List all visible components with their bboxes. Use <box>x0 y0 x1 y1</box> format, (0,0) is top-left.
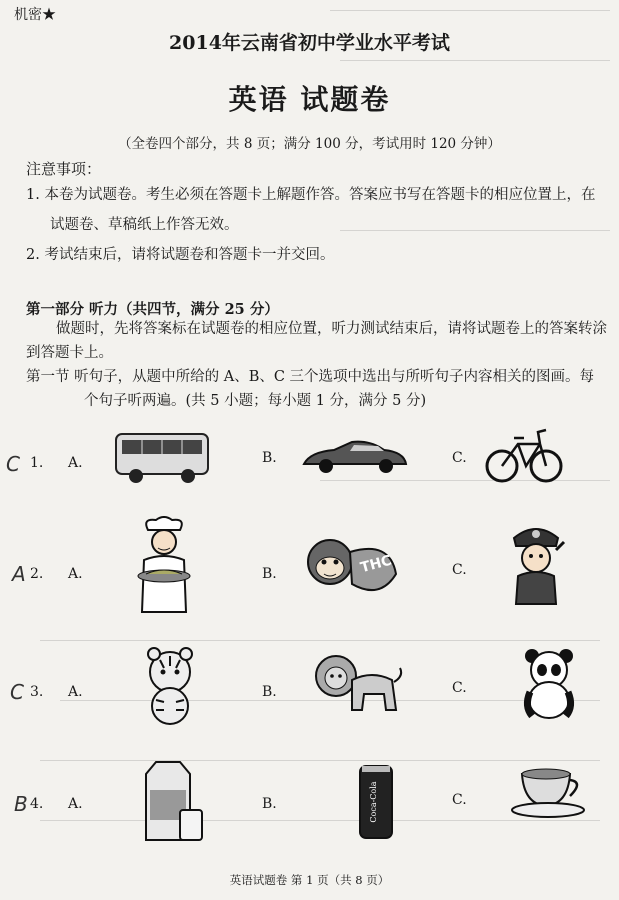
option-a-label: A. <box>68 455 83 471</box>
monkey-icon <box>300 534 400 602</box>
milk-carton-icon <box>136 760 208 844</box>
handwritten-answer: C <box>10 680 24 704</box>
section1-instruction-cont: 个句子听两遍。(共 5 小题；每小题 1 分，满分 5 分) <box>84 393 427 409</box>
part1-intro-cont: 到答题卡上。 <box>26 345 113 361</box>
option-c-label: C. <box>452 450 467 466</box>
note-item-2: 2. 考试结束后，请将试题卷和答题卡一并交回。 <box>26 247 335 263</box>
section1-instruction: 第一节 听句子，从题中所给的 A、B、C 三个选项中选出与所听句子内容相关的图画。每 <box>26 369 595 385</box>
paper-subtitle: （全卷四个部分，共 8 页；满分 100 分，考试用时 120 分钟） <box>118 136 501 152</box>
bus-icon <box>112 428 212 488</box>
handwritten-answer: B <box>14 792 28 816</box>
option-b-label: B. <box>262 684 277 700</box>
option-a-label: A. <box>68 566 83 582</box>
option-a-label: A. <box>68 684 83 700</box>
monkey-letters: THC <box>358 552 394 577</box>
paper-title: 英语 试题卷 <box>228 83 391 116</box>
cook-icon <box>132 516 196 616</box>
notes-heading: 注意事项： <box>26 160 102 178</box>
option-c-label: C. <box>452 680 467 696</box>
lion-icon <box>312 646 404 718</box>
cola-can-icon <box>356 762 396 842</box>
option-b-label: B. <box>262 796 277 812</box>
page-footer: 英语试题卷 第 1 页（共 8 页） <box>229 873 390 887</box>
option-b-label: B. <box>262 566 277 582</box>
question-number: 4. <box>30 796 44 812</box>
question-number: 2. <box>30 566 44 582</box>
teacup-icon <box>508 764 594 820</box>
car-icon <box>300 436 410 476</box>
confidential-mark: 机密★ <box>14 7 56 23</box>
panda-icon <box>518 646 580 720</box>
question-number: 3. <box>30 684 44 700</box>
exam-title: 2014年云南省初中学业水平考试 <box>169 32 450 54</box>
handwritten-answer: A <box>12 562 26 586</box>
part1-intro: 做题时，先将答案标在试题卷的相应位置，听力测试结束后，请将试题卷上的答案转涂 <box>56 321 607 337</box>
police-officer-icon <box>504 520 568 606</box>
handwritten-answer: C <box>6 452 20 476</box>
cola-label: Coca-Cola <box>369 781 378 823</box>
question-number: 1. <box>30 455 44 471</box>
note-item-1: 1. 本卷为试题卷。考生必须在答题卡上解题作答。答案应书写在答题卡的相应位置上，在 <box>26 187 596 203</box>
bicycle-icon <box>484 424 564 484</box>
option-b-label: B. <box>262 450 277 466</box>
tiger-icon <box>140 646 200 728</box>
option-c-label: C. <box>452 792 467 808</box>
option-c-label: C. <box>452 562 467 578</box>
option-a-label: A. <box>68 796 83 812</box>
note-item-1-cont: 试题卷、草稿纸上作答无效。 <box>50 217 239 233</box>
part1-heading: 第一部分 听力（共四节，满分 25 分） <box>26 301 279 318</box>
